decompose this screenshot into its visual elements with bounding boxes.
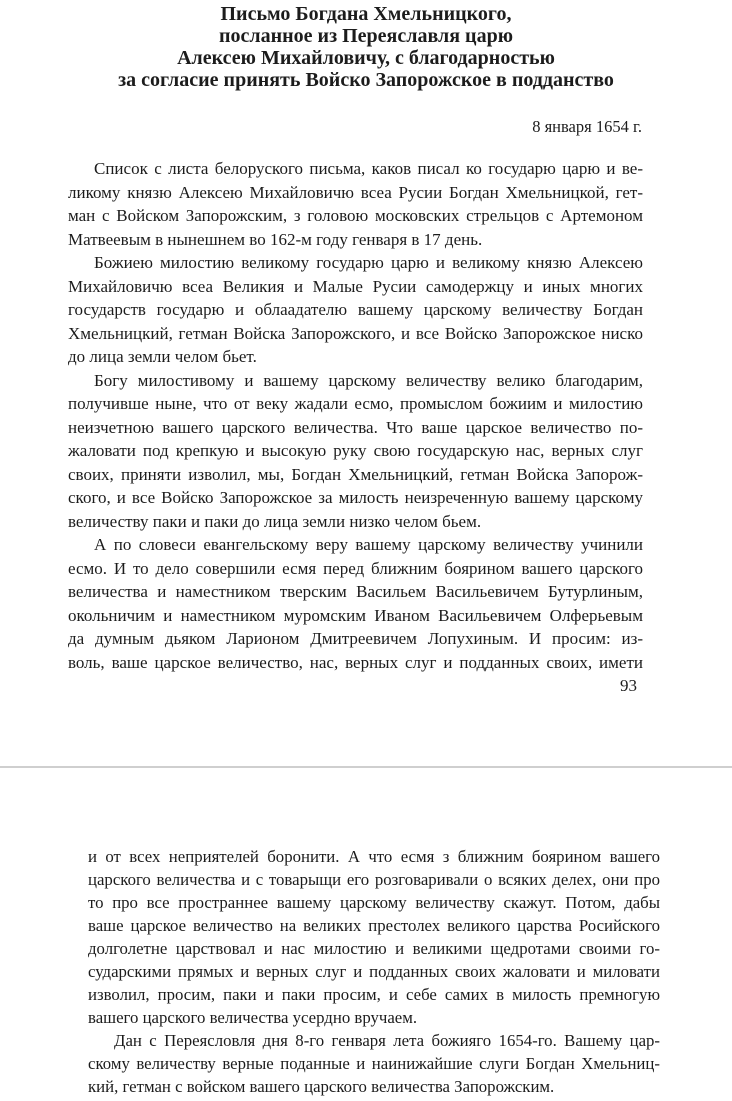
text-line: Божиею милостию великому государю царю и великому князю Алексею — [94, 253, 643, 272]
text-line: неизчетною вашего царского величества. Что ваше царское величество по- — [68, 417, 643, 437]
text-line: получивше ныне, что от веку жадали есмо, промыслом божиим и милостию — [68, 394, 643, 413]
paragraph-signature — [88, 1029, 660, 1098]
text-line: жаловати под крепкую и высокую руку свою государскую нас, верных слуг — [68, 441, 643, 460]
text-line: воль, ваше царское величество, нас, верных слуг и подданных своих, имети — [68, 652, 643, 672]
paragraph-heading-note — [68, 157, 643, 251]
text-line: Дан с Переясловля дня 8-го генваря лета божияго 1654-го. Вашему цар- — [114, 1031, 660, 1050]
text-line: Список с листа белоруского письма, каков писал ко государю царю и ве- — [94, 159, 643, 178]
text-line: ского, и все Войско Запорожское за милость неизреченную вашему царскому — [68, 488, 643, 507]
text-line: ман с Войском Запорожским, з головою московских стрельцов с Артемоном — [68, 206, 643, 225]
text-line: величества и наместником тверским Васильем Васильевичем Бутурлиным, — [68, 582, 643, 601]
letter-body-page-1 — [68, 157, 643, 674]
text-line: то про все пространнее вашему царскому величеству скажут. Потом, дабы — [88, 893, 660, 912]
text-line: есмо. И то дело совершили есмя перед ближним боярином вашего царского — [68, 558, 643, 578]
text-line: сударскими прямых и верных слуг и подданных своих жаловати и миловати — [88, 962, 660, 981]
text-line: окольничим и наместником муромским Иваном Васильевичем Олферьевым — [68, 605, 643, 625]
text-line: Михайловичю всеа Великия и Малые Русии самодержцу и иных многих — [68, 276, 643, 296]
text-line: изволил, просим, паки и паки просим, и себе самих в милость премногую — [88, 985, 660, 1004]
text-line: ваше царское величество на великих престолех великого царства Росийского — [88, 916, 660, 935]
paragraph-gratitude — [68, 369, 643, 534]
text-line: государств государю и облаадателю вашему царскому величеству Богдан — [68, 300, 643, 319]
text-line: кий, гетман с войском вашего царского величества Запорожским. — [88, 1077, 555, 1096]
title-line: посланное из Переяславля царю — [219, 25, 513, 47]
letter-date: 8 января 1654 г. — [532, 117, 642, 136]
text-line: А по словеси евангельскому веру вашему царскому величеству учинили — [94, 535, 643, 554]
text-line: до лица земли челом бьет. — [68, 347, 257, 366]
paragraph-salutation — [68, 251, 643, 369]
letter-body-page-2 — [88, 845, 660, 1098]
text-line: скому величеству верные поданные и наинижайшие слуги Богдан Хмельниц- — [88, 1054, 660, 1073]
document-title — [60, 3, 672, 91]
title-line: за согласие принять Войско Запорожское в подданство — [118, 69, 614, 91]
paragraph-oath — [68, 533, 643, 674]
text-line: вашего царского величества усердно вручаем. — [88, 1008, 418, 1027]
text-line: и от всех неприятелей боронити. А что есмя з ближним боярином вашего — [88, 847, 660, 866]
page-separator — [0, 766, 732, 768]
text-line: да думным дьяком Ларионом Дмитреевичем Лопухиным. И просим: из- — [68, 629, 643, 648]
text-line: своих, приняти изволил, мы, Богдан Хмельницкий, гетман Войска Запорож- — [68, 464, 643, 484]
text-line: ликому князю Алексею Михайловичю всеа Русии Богдан Хмельницкой, гет- — [68, 182, 643, 202]
text-line: величеству паки и паки до лица земли низко челом бьем. — [68, 511, 482, 531]
page-number: 93 — [620, 676, 637, 695]
text-line: Хмельницкий, гетман Войска Запорожского, и все Войско Запорожское ниско — [68, 323, 643, 343]
title-line: Алексею Михайловичу, с благодарностью — [177, 47, 555, 69]
text-line: Матвеевым в нынешнем во 162-м году генваря в 17 день. — [68, 229, 483, 249]
text-line: долголетне царствовал и нас милостию и великими щедротами своими го- — [88, 939, 660, 958]
title-line: Письмо Богдана Хмельницкого, — [220, 3, 512, 25]
text-line: Богу милостивому и вашему царскому величеству велико благодарим, — [94, 370, 643, 390]
paragraph-continuation — [88, 845, 660, 1029]
text-line: царского величества и с товарыщи его розговаривали о всяких делех, они про — [88, 870, 660, 889]
